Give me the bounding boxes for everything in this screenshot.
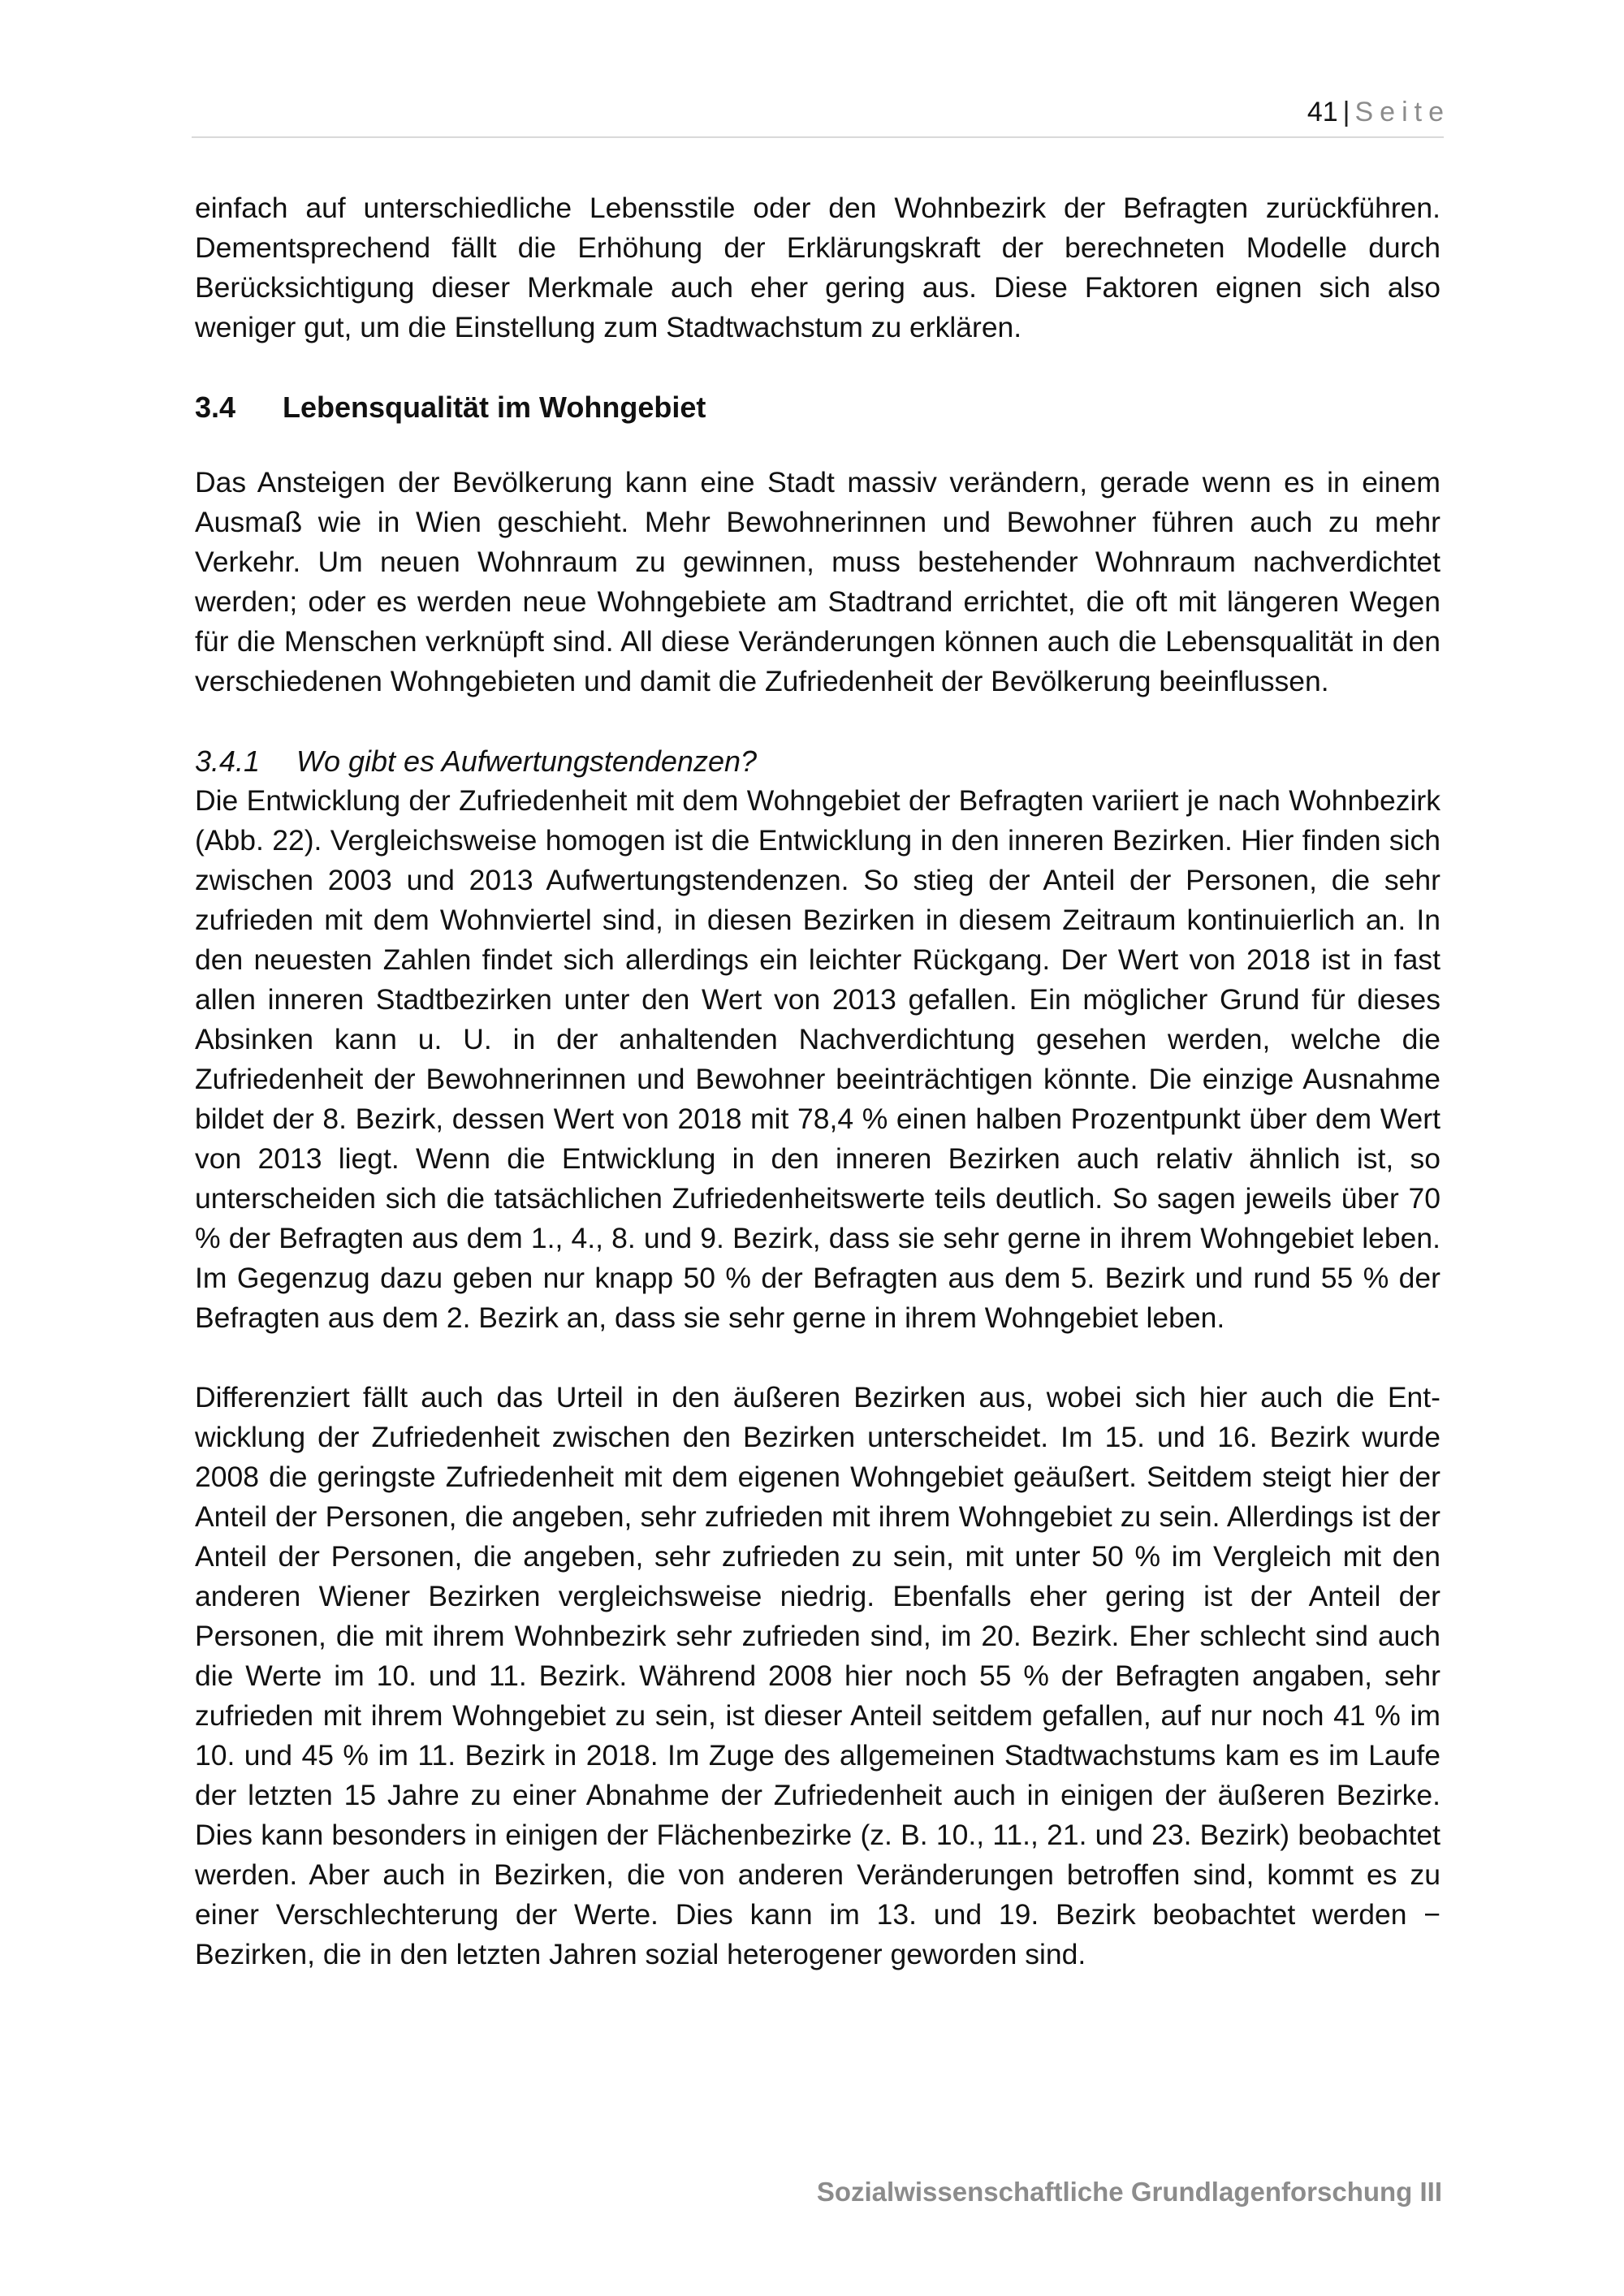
page-footer: Sozialwissenschaftliche Grundlagenforschung III: [816, 2177, 1442, 2207]
section-title: Lebensqualität im Wohngebiet: [283, 391, 706, 424]
paragraph-section-intro: Das Ansteigen der Bevölkerung kann eine Stadt massiv verändern, gerade wenn es in einem Ausmaß wie in Wien geschieht. Mehr Bewohnerinnen und Bewohner führen auch zu mehr Verkehr. Um neuen Wohnraum zu gewinnen, muss bestehender Wohnraum nachverdichtet werden; oder es werden neue Wohngebiete am Stadtrand errichtet, die oft mit längeren Wegen für die Menschen verknüpft sind. All diese Veränderungen können auch die Lebensqualität in den verschiedenen Wohngebieten und damit die Zufriedenheit der Bevölkerung beeinflussen.: [195, 466, 1440, 697]
header-separator: |: [1342, 97, 1350, 127]
paragraph-intro: einfach auf unterschiedliche Lebensstile oder den Wohnbezirk der Befragten zurückführen. Dementsprechend fällt die Erhöhung der Erklärungskraft der berechneten Modelle durch Berücksichtigung dieser Merkmale auch eher gering aus. Diese Faktoren eignen sich also weniger gut, um die Einstellung zum Stadtwachstum zu erklären.: [195, 192, 1440, 343]
page-number: 41: [1307, 97, 1338, 127]
document-body: [195, 188, 1440, 1974]
paragraph-inner-districts: Die Entwicklung der Zufriedenheit mit dem Wohngebiet der Befragten variiert je nach Wohnbezirk (Abb. 22). Vergleichsweise homogen ist die Entwicklung in den inneren Bezirken. Hier finden sich zwischen 2003 und 2013 Aufwertungstendenzen. So stieg der Anteil der Personen, die sehr zufrieden mit dem Wohnviertel sind, in diesen Bezirken in diesem Zeitraum kontinuierlich an. In den neuesten Zahlen findet sich allerdings ein leichter Rückgang. Der Wert von 2018 ist in fast allen inneren Stadtbezirken unter den Wert von 2013 gefallen. Ein möglicher Grund für dieses Absinken kann u. U. in der anhaltenden Nachverdichtung gesehen werden, welche die Zufriedenheit der Bewohnerinnen und Bewohner beeinträchtigen könnte. Die einzige Ausnahme bildet der 8. Bezirk, dessen Wert von 2018 mit 78,4 % einen halben Prozentpunkt über dem Wert von 2013 liegt. Wenn die Entwicklung in den inneren Bezirken auch relativ ähnlich ist, so unterscheiden sich die tatsächlichen Zufriedenheitswerte teils deutlich. So sagen jeweils über 70 % der Befragten aus dem 1., 4., 8. und 9. Bezirk, dass sie sehr gerne in ihrem Wohngebiet leben. Im Gegenzug dazu geben nur knapp 50 % der Befragten aus dem 5. Bezirk und rund 55 % der Befragten aus dem 2. Bezirk an, dass sie sehr gerne in ihrem Wohngebiet leben.: [195, 784, 1440, 1334]
section-number: 3.4: [195, 391, 236, 424]
page-header: [192, 89, 1450, 138]
subsection-number: 3.4.1: [195, 744, 261, 778]
subsection-heading: [195, 741, 1440, 781]
section-heading: [195, 387, 1440, 427]
paragraph-outer-districts: Differenziert fällt auch das Urteil in den äußeren Bezirken aus, wobei sich hier auch die Entwicklung der Zufriedenheit zwischen den Bezirken unterscheidet. Im 15. und 16. Bezirk wurde 2008 die geringste Zufriedenheit mit dem eigenen Wohngebiet geäußert. Seitdem steigt hier der Anteil der Personen, die angeben, sehr zufrieden mit ihrem Wohngebiet zu sein. Allerdings ist der Anteil der Personen, die angeben, sehr zufrieden zu sein, mit unter 50 % im Vergleich mit den anderen Wiener Bezirken vergleichsweise niedrig. Ebenfalls eher gering ist der Anteil der Personen, die mit ihrem Wohnbezirk sehr zufrieden sind, im 20. Bezirk. Eher schlecht sind auch die Werte im 10. und 11. Bezirk. Während 2008 hier noch 55 % der Befragten angaben, sehr zufrieden mit ihrem Wohngebiet zu sein, ist dieser Anteil seitdem gefallen, auf nur noch 41 % im 10. und 45 % im 11. Bezirk in 2018. Im Zuge des allgemeinen Stadtwachstums kam es im Laufe der letzten 15 Jahre zu einer Abnahme der Zufriedenheit auch in einigen der äußeren Bezirke. Dies kann besonders in einigen der Flächenbezirke (z. B. 10., 11., 21. und 23. Bezirk) beobachtet werden. Aber auch in Bezirken, die von anderen Veränderungen betroffen sind, kommt es zu einer Verschlechterung der Werte. Dies kann im 13. und 19. Bezirk beobachtet werden − Bezirken, die in den letzten Jahren sozial heterogener geworden sind.: [195, 1381, 1440, 1970]
page-label: Seite: [1354, 97, 1450, 127]
subsection-title: Wo gibt es Aufwertungstendenzen?: [296, 744, 758, 778]
